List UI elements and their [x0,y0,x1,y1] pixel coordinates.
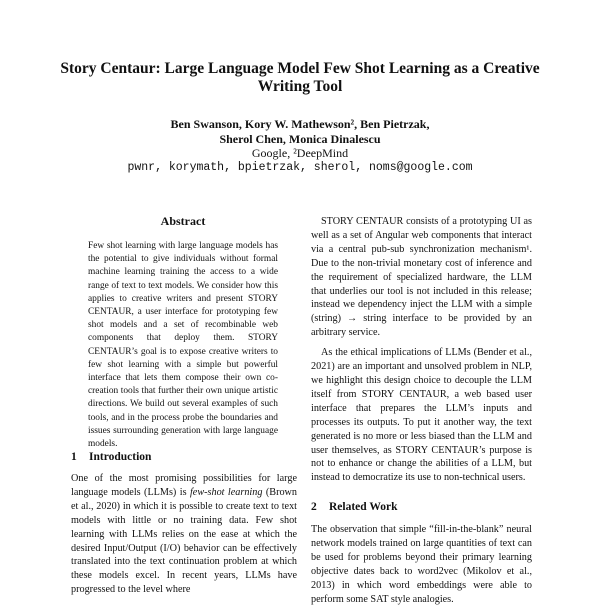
authors-line-2: Sherol Chen, Monica Dinalescu [219,132,381,146]
abstract-paragraph: Few shot learning with large language models has the potential to give individuals without formal machine learning training the access to a wide range of text to text models. We consider how this applies to creative writers and present STORY CENTAUR, a user interface for prototyping few shot models and a set of recombinable web components that deploy them. STORY CENTAUR’s goal is to expose creative writers to few shot learning with a simple but powerful interface that lets them compose their own co-creation tools that further their own unique artistic directions. We build out several examples of such tools, and in the process probe the boundaries and issues surrounding generation with large language models. [88,241,278,450]
related-body: The observation that simple “fill-in-the-blank” neural network models trained on large quantities of text can be used for problems beyond their primary learning objective dates back to word2vec (Mikolov et al., 2013) in which word embeddings were able to perform some SAT style analogies. [311,524,532,605]
intro-body [71,472,297,597]
intro-text-b: (Brown et al., 2020) in which it is possible to create text to text models with little or no training data. Few shot learning with LLMs relies on the ease at which the desired Input/Output (I/O) behavior can be effectively translated into the text continuation problem at which these models excel. In recent years, LLMs have progressed to the level where [71,486,298,596]
related-work-section [311,501,532,606]
author-list [40,117,560,147]
affiliation: Google, ²DeepMind [251,146,349,160]
title-line-2: Writing Tool [257,78,343,95]
section-heading-related-work [311,501,532,513]
right-paragraph-1: STORY CENTAUR consists of a prototyping UI as well as a set of Angular web components that interact via a central pub-sub synchronization mechanism¹. Due to the non-trivial monetary cost of inference and the requirement of specialized hardware, the LLM that underlies our tool is not included in this release; instead we dependency inject the LLM with a simple (string) → string interface to be provided by an arbitrary service. [311,216,532,339]
paper-title [40,60,560,96]
section-number: 2 [311,501,317,513]
section-heading-introduction [71,451,297,463]
right-paragraph-2: As the ethical implications of LLMs (Bender et al., 2021) are an important and unsolved problem in NLP, we highlight this design choice to decouple the LLM itself from STORY CENTAUR, a web based user interface that prepares the LLM’s inputs and processes its outputs. To put it another way, the text generated is no more or less biased than the LLM and user themselves, as STORY CENTAUR’s purpose is not to enhance or change the abilities of a LLM, but instead to democratize its use to non-technical users. [311,347,532,484]
author-emails: pwnr, korymath, bpietrzak, sherol, noms@google.com [127,161,473,174]
abstract-heading: Abstract [160,214,206,228]
section-title: Introduction [89,451,152,463]
section-title: Related Work [329,501,398,513]
intro-section [71,451,297,597]
title-line-1: Story Centaur: Large Language Model Few Shot Learning as a Creative [60,60,540,77]
authors-line-1: Ben Swanson, Kory W. Mathewson², Ben Pietrzak, [170,117,430,131]
intro-text-a: One of the most promising possibilities for large language models (LLMs) is [71,473,297,498]
abstract-text [88,240,278,451]
right-column [311,215,532,491]
section-number: 1 [71,451,77,463]
intro-emphasis: few-shot learning [189,486,263,498]
